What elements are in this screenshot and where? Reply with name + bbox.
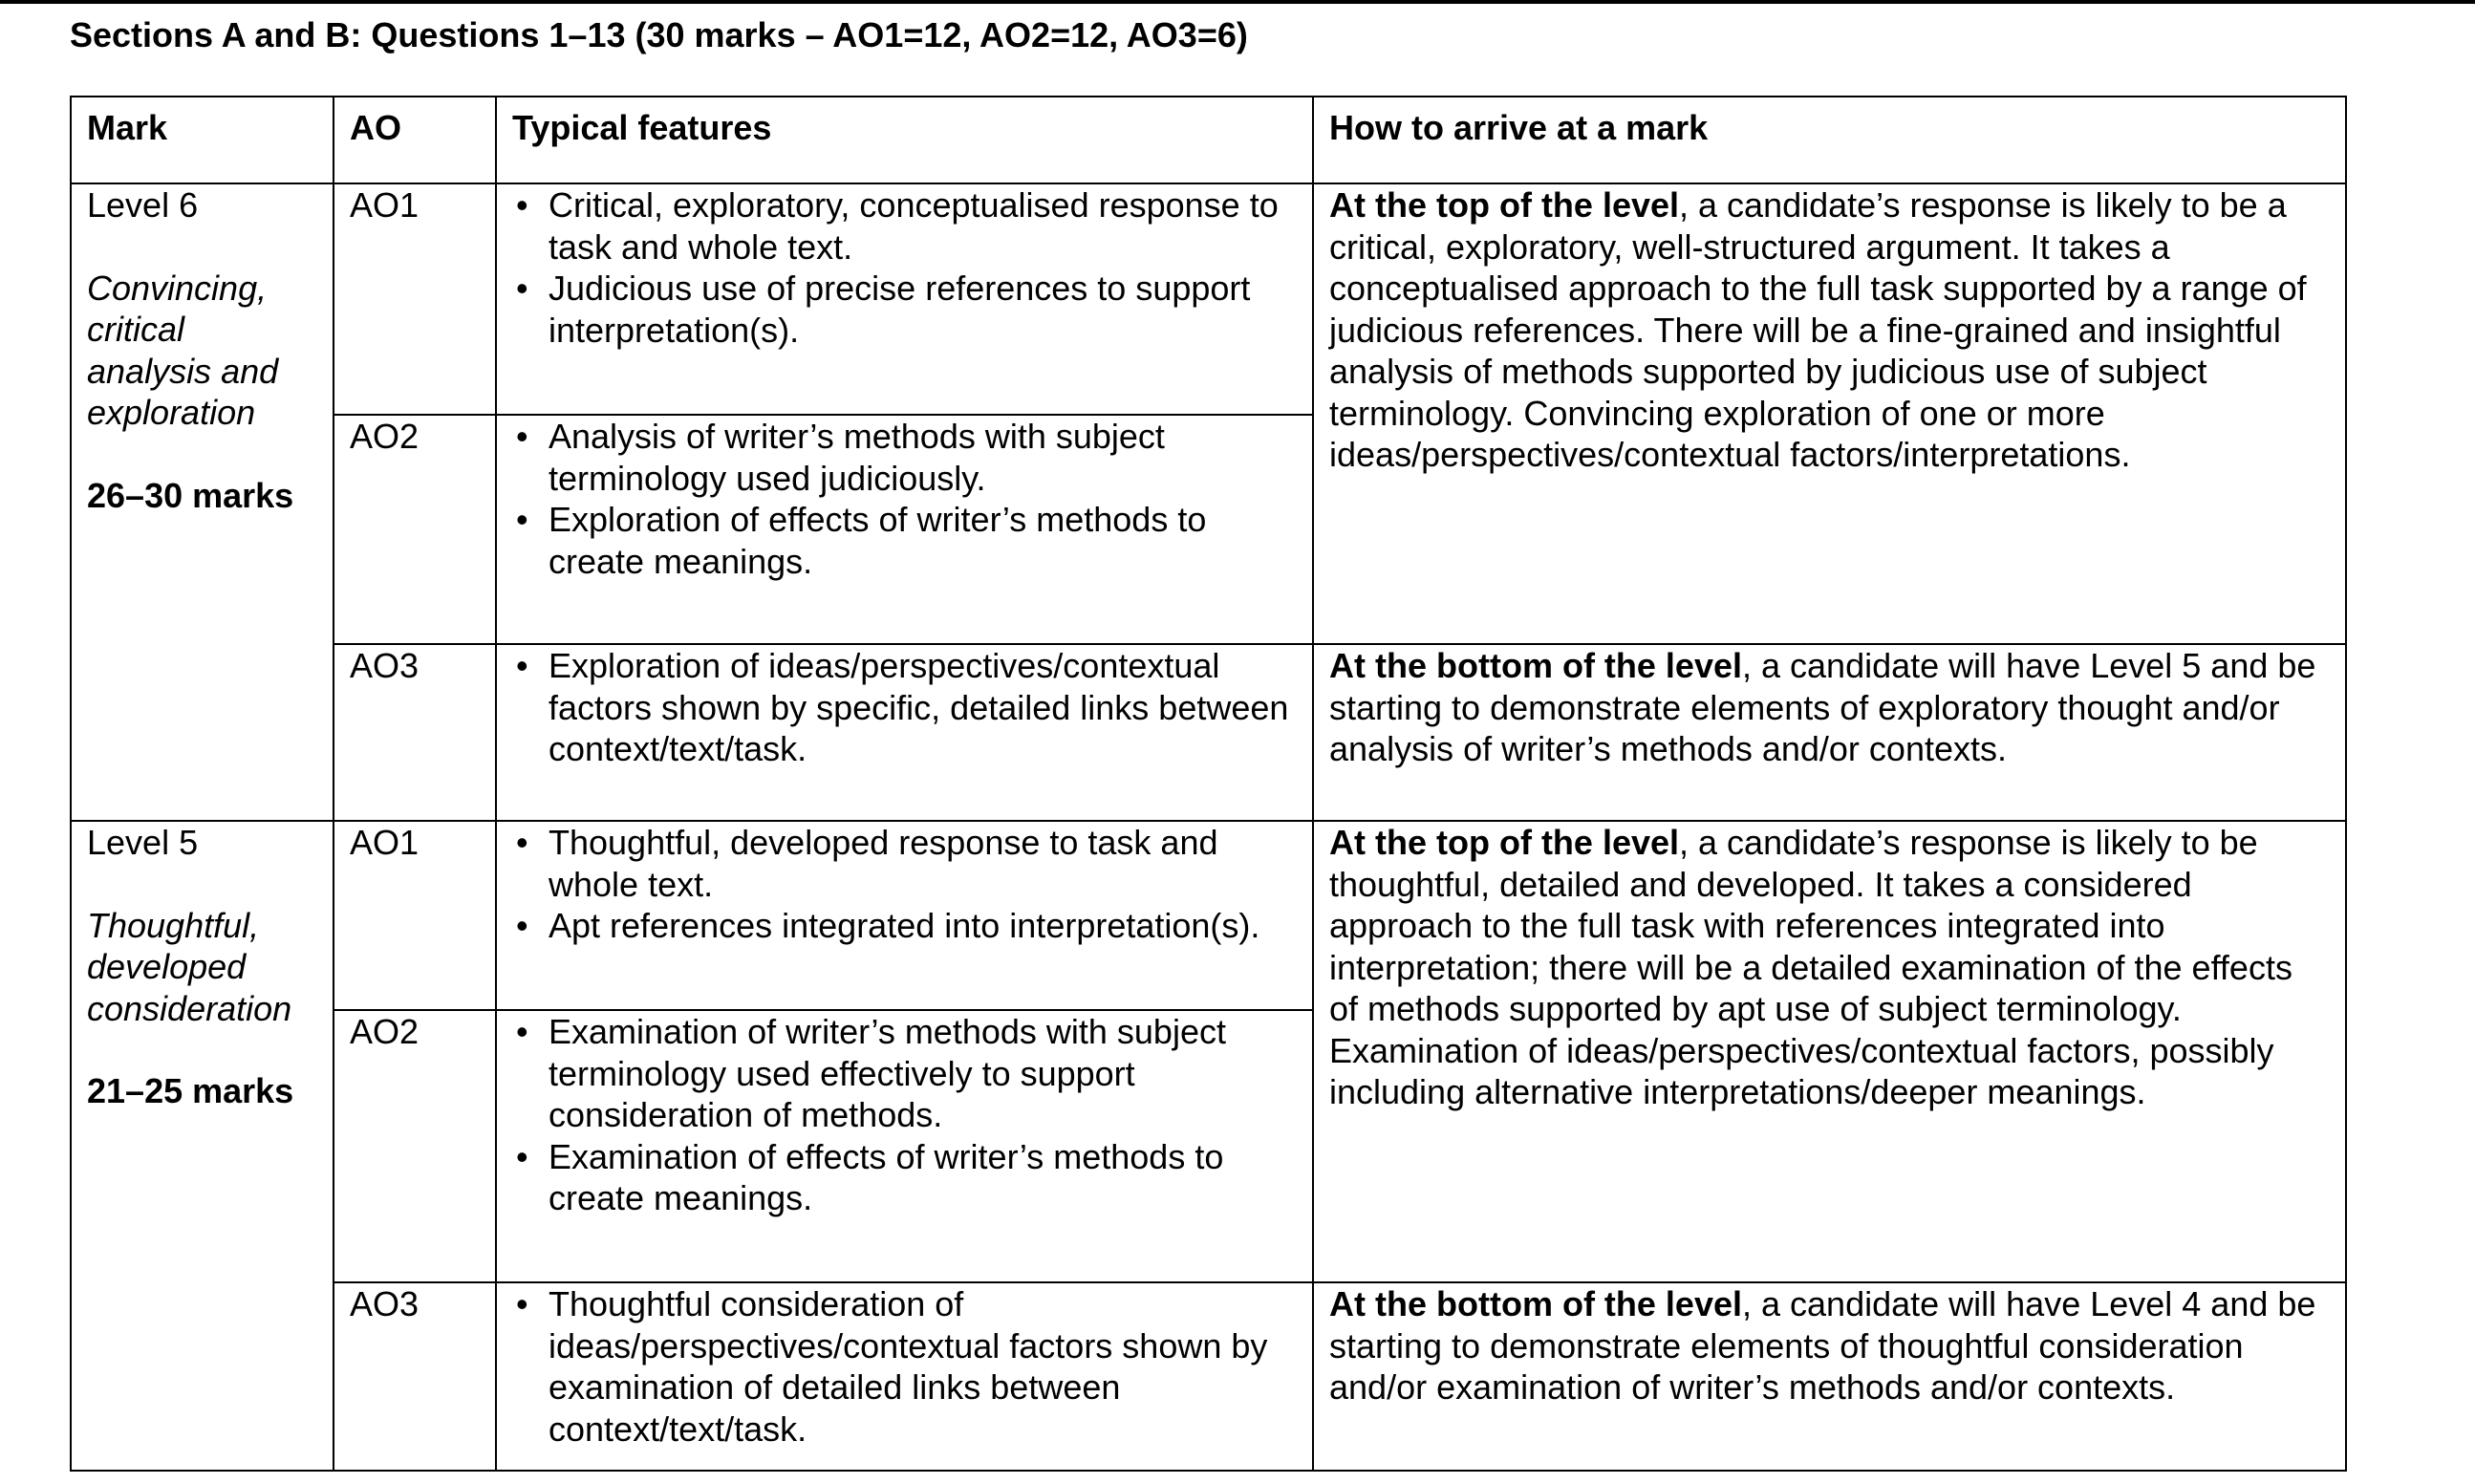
- how-top-cell: [1313, 183, 2346, 644]
- how-bottom-cell: [1313, 644, 2346, 821]
- section-heading: Sections A and B: Questions 1–13 (30 marks – AO1=12, AO2=12, AO3=6): [70, 15, 1248, 54]
- feature-text: Judicious use of precise references to support interpretation(s).: [549, 269, 1251, 350]
- level-descriptor: Thoughtful, developed consideration: [87, 905, 292, 1028]
- list-item: • Examination of effects of writer’s methods to create meanings.: [516, 1136, 1224, 1217]
- feature-text: Thoughtful consideration of ideas/perspectives/contextual factors shown by examination of detailed links between context/text/task.: [549, 1284, 1268, 1449]
- ao-cell: AO2: [334, 1010, 496, 1282]
- list-item: • Judicious use of precise references to support interpretation(s).: [516, 269, 1251, 350]
- table-row: [71, 1282, 2346, 1471]
- how-top-text: At the top of the level, a candidate’s response is likely to be thoughtful, detailed and developed. It takes a considered approach to the full task with references integrated into interpretation; there will be a detailed examination of the effects of methods supported by apt use of subject terminology. Examination of ideas/perspectives/contextual factors, possibly including alternative interpretations/deeper meanings.: [1329, 823, 2292, 1111]
- level-descriptor: Convincing, critical analysis and exploration: [87, 268, 279, 432]
- level-marks: 26–30 marks: [87, 475, 294, 515]
- how-top-text: At the top of the level, a candidate’s response is likely to be a critical, exploratory, well-structured argument. It takes a conceptualised approach to the full task supported by a range of judicious references. There will be a fine-grained and insightful analysis of methods supported by judicious use of subject terminology. Convincing exploration of one or more ideas/perspectives/contextual factors/interpretations.: [1329, 185, 2307, 474]
- feature-text: Thoughtful, developed response to task and whole text.: [549, 823, 1218, 904]
- feature-text: Exploration of ideas/perspectives/contextual factors shown by specific, detailed links between context/text/task.: [549, 646, 1289, 768]
- ao-cell: AO1: [334, 821, 496, 1010]
- how-bottom-text: At the bottom of the level, a candidate will have Level 4 and be starting to demonstrate elements of thoughtful consideration and/or examination of writer’s methods and/or contexts.: [1329, 1284, 2316, 1407]
- level-name: Level 5: [87, 823, 199, 862]
- ao-cell: AO2: [334, 415, 496, 644]
- features-cell: [496, 821, 1313, 1010]
- column-header-features: Typical features: [496, 97, 1313, 183]
- features-cell: [496, 1282, 1313, 1471]
- column-header-ao: AO: [334, 97, 496, 183]
- top-rule: [0, 0, 2475, 4]
- how-lead: At the top of the level: [1329, 185, 1680, 225]
- list-item: • Exploration of ideas/perspectives/contextual factors shown by specific, detailed links between context/text/task.: [516, 646, 1289, 768]
- features-cell: [496, 644, 1313, 821]
- column-header-how: How to arrive at a mark: [1313, 97, 2346, 183]
- how-top-cell: [1313, 821, 2346, 1282]
- features-cell: [496, 415, 1313, 644]
- header-row: [71, 97, 2346, 183]
- level-name: Level 6: [87, 185, 199, 225]
- how-lead: At the top of the level: [1329, 823, 1680, 862]
- ao-cell: AO3: [334, 644, 496, 821]
- feature-text: Exploration of effects of writer’s methods to create meanings.: [549, 500, 1207, 581]
- list-item: • Examination of writer’s methods with subject terminology used effectively to support consideration of methods.: [516, 1012, 1226, 1134]
- list-item: • Thoughtful, developed response to task and whole text.: [516, 823, 1218, 904]
- ao-cell: AO3: [334, 1282, 496, 1471]
- table-row: [71, 644, 2346, 821]
- how-bottom-text: At the bottom of the level, a candidate will have Level 5 and be starting to demonstrate elements of exploratory thought and/or analysis of writer’s methods and/or contexts.: [1329, 646, 2316, 768]
- list-item: • Critical, exploratory, conceptualised response to task and whole text.: [516, 185, 1279, 267]
- list-item: • Analysis of writer’s methods with subject terminology used judiciously.: [516, 417, 1165, 498]
- how-bottom-cell: [1313, 1282, 2346, 1471]
- level-marks: 21–25 marks: [87, 1071, 294, 1110]
- list-item: • Thoughtful consideration of ideas/perspectives/contextual factors shown by examination of detailed links between context/text/task.: [516, 1284, 1268, 1449]
- how-lead: At the bottom of the level: [1329, 1284, 1742, 1323]
- features-cell: [496, 183, 1313, 415]
- list-item: • Apt references integrated into interpretation(s).: [516, 906, 1260, 945]
- features-cell: [496, 1010, 1313, 1282]
- level-cell: [71, 183, 334, 821]
- how-lead: At the bottom of the level: [1329, 646, 1742, 685]
- feature-text: Examination of effects of writer’s methods to create meanings.: [549, 1136, 1224, 1217]
- feature-text: Analysis of writer’s methods with subject terminology used judiciously.: [549, 417, 1165, 498]
- column-header-mark: Mark: [71, 97, 334, 183]
- feature-text: Examination of writer’s methods with subject terminology used effectively to support consideration of methods.: [549, 1012, 1226, 1134]
- table-row: [71, 183, 2346, 415]
- table-row: [71, 821, 2346, 1010]
- feature-text: Apt references integrated into interpretation(s).: [549, 906, 1260, 945]
- mark-scheme-table: [70, 96, 2347, 1472]
- feature-text: Critical, exploratory, conceptualised response to task and whole text.: [549, 185, 1279, 267]
- ao-cell: AO1: [334, 183, 496, 415]
- list-item: • Exploration of effects of writer’s methods to create meanings.: [516, 500, 1207, 581]
- level-cell: [71, 821, 334, 1471]
